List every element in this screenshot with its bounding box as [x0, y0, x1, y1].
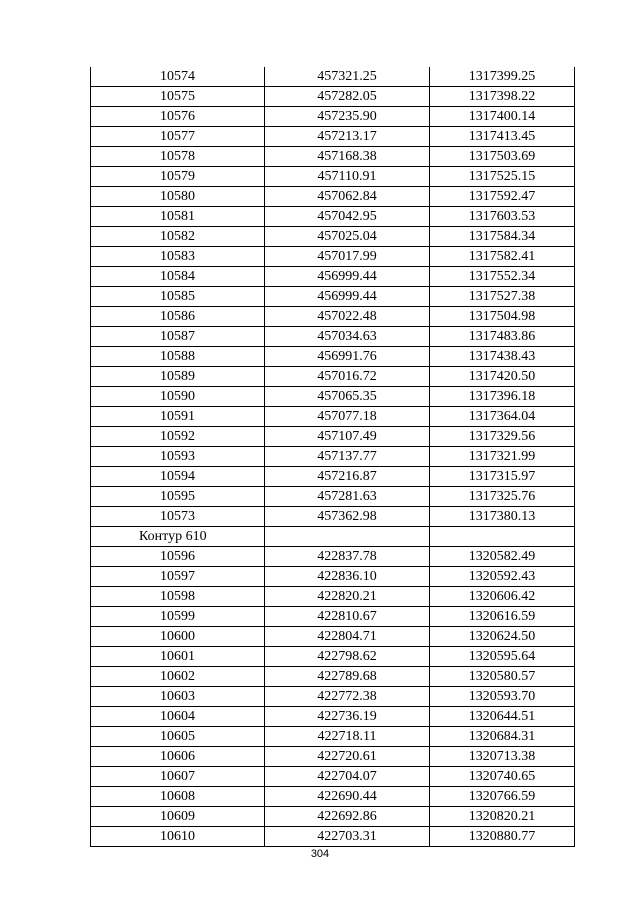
x-coordinate-cell: 457042.95 [265, 207, 430, 227]
coordinates-table-body [91, 67, 575, 847]
point-number-cell: 10591 [91, 407, 265, 427]
table-row [91, 347, 575, 367]
y-coordinate-cell: 1317525.15 [430, 167, 575, 187]
point-number-cell: 10610 [91, 827, 265, 847]
y-coordinate-cell: 1317399.25 [430, 67, 575, 87]
table-row [91, 687, 575, 707]
x-coordinate-cell: 422703.31 [265, 827, 430, 847]
point-number-cell: 10595 [91, 487, 265, 507]
point-number-cell: 10607 [91, 767, 265, 787]
empty-cell [430, 527, 575, 547]
x-coordinate-cell: 422798.62 [265, 647, 430, 667]
table-row [91, 727, 575, 747]
y-coordinate-cell: 1317582.41 [430, 247, 575, 267]
x-coordinate-cell: 457235.90 [265, 107, 430, 127]
x-coordinate-cell: 457025.04 [265, 227, 430, 247]
table-row [91, 607, 575, 627]
point-number-cell: 10574 [91, 67, 265, 87]
y-coordinate-cell: 1317400.14 [430, 107, 575, 127]
point-number-cell: 10605 [91, 727, 265, 747]
table-row [91, 207, 575, 227]
y-coordinate-cell: 1320624.50 [430, 627, 575, 647]
point-number-cell: 10598 [91, 587, 265, 607]
x-coordinate-cell: 457065.35 [265, 387, 430, 407]
table-row [91, 387, 575, 407]
x-coordinate-cell: 456999.44 [265, 287, 430, 307]
y-coordinate-cell: 1320616.59 [430, 607, 575, 627]
table-row [91, 767, 575, 787]
x-coordinate-cell: 457016.72 [265, 367, 430, 387]
x-coordinate-cell: 422837.78 [265, 547, 430, 567]
y-coordinate-cell: 1320766.59 [430, 787, 575, 807]
x-coordinate-cell: 457110.91 [265, 167, 430, 187]
table-row [91, 67, 575, 87]
table-row [91, 327, 575, 347]
point-number-cell: 10593 [91, 447, 265, 467]
x-coordinate-cell: 422690.44 [265, 787, 430, 807]
point-number-cell: 10594 [91, 467, 265, 487]
point-number-cell: 10596 [91, 547, 265, 567]
point-number-cell: 10604 [91, 707, 265, 727]
point-number-cell: 10587 [91, 327, 265, 347]
x-coordinate-cell: 422718.11 [265, 727, 430, 747]
point-number-cell: 10573 [91, 507, 265, 527]
y-coordinate-cell: 1320582.49 [430, 547, 575, 567]
x-coordinate-cell: 422736.19 [265, 707, 430, 727]
point-number-cell: 10579 [91, 167, 265, 187]
x-coordinate-cell: 457062.84 [265, 187, 430, 207]
point-number-cell: 10583 [91, 247, 265, 267]
point-number-cell: 10602 [91, 667, 265, 687]
point-number-cell: 10601 [91, 647, 265, 667]
y-coordinate-cell: 1317438.43 [430, 347, 575, 367]
y-coordinate-cell: 1317321.99 [430, 447, 575, 467]
point-number-cell: 10588 [91, 347, 265, 367]
coordinates-table-container [90, 67, 574, 847]
table-row [91, 587, 575, 607]
y-coordinate-cell: 1320880.77 [430, 827, 575, 847]
table-row [91, 547, 575, 567]
x-coordinate-cell: 422692.86 [265, 807, 430, 827]
y-coordinate-cell: 1317325.76 [430, 487, 575, 507]
y-coordinate-cell: 1320820.21 [430, 807, 575, 827]
y-coordinate-cell: 1317413.45 [430, 127, 575, 147]
x-coordinate-cell: 422704.07 [265, 767, 430, 787]
x-coordinate-cell: 422789.68 [265, 667, 430, 687]
x-coordinate-cell: 456999.44 [265, 267, 430, 287]
point-number-cell: 10582 [91, 227, 265, 247]
table-row [91, 427, 575, 447]
point-number-cell: 10578 [91, 147, 265, 167]
x-coordinate-cell: 457213.17 [265, 127, 430, 147]
y-coordinate-cell: 1317329.56 [430, 427, 575, 447]
point-number-cell: 10580 [91, 187, 265, 207]
table-row [91, 307, 575, 327]
table-row [91, 407, 575, 427]
table-row [91, 567, 575, 587]
coordinates-table [90, 67, 575, 847]
x-coordinate-cell: 422720.61 [265, 747, 430, 767]
x-coordinate-cell: 457034.63 [265, 327, 430, 347]
table-row [91, 147, 575, 167]
y-coordinate-cell: 1317603.53 [430, 207, 575, 227]
point-number-cell: 10584 [91, 267, 265, 287]
table-row [91, 167, 575, 187]
y-coordinate-cell: 1317420.50 [430, 367, 575, 387]
y-coordinate-cell: 1320740.65 [430, 767, 575, 787]
y-coordinate-cell: 1317527.38 [430, 287, 575, 307]
point-number-cell: 10609 [91, 807, 265, 827]
table-row [91, 487, 575, 507]
point-number-cell: 10592 [91, 427, 265, 447]
y-coordinate-cell: 1317483.86 [430, 327, 575, 347]
x-coordinate-cell: 457022.48 [265, 307, 430, 327]
x-coordinate-cell: 456991.76 [265, 347, 430, 367]
table-row [91, 187, 575, 207]
contour-label: Контур 610 [91, 527, 265, 547]
y-coordinate-cell: 1317503.69 [430, 147, 575, 167]
y-coordinate-cell: 1317552.34 [430, 267, 575, 287]
y-coordinate-cell: 1320580.57 [430, 667, 575, 687]
point-number-cell: 10606 [91, 747, 265, 767]
x-coordinate-cell: 457168.38 [265, 147, 430, 167]
x-coordinate-cell: 457077.18 [265, 407, 430, 427]
table-row [91, 787, 575, 807]
point-number-cell: 10597 [91, 567, 265, 587]
empty-cell [265, 527, 430, 547]
point-number-cell: 10603 [91, 687, 265, 707]
page-number: 304 [310, 848, 330, 860]
x-coordinate-cell: 422836.10 [265, 567, 430, 587]
table-row [91, 247, 575, 267]
x-coordinate-cell: 457281.63 [265, 487, 430, 507]
table-row [91, 467, 575, 487]
table-row [91, 447, 575, 467]
point-number-cell: 10586 [91, 307, 265, 327]
point-number-cell: 10576 [91, 107, 265, 127]
x-coordinate-cell: 457137.77 [265, 447, 430, 467]
table-row [91, 87, 575, 107]
y-coordinate-cell: 1317584.34 [430, 227, 575, 247]
y-coordinate-cell: 1317396.18 [430, 387, 575, 407]
table-row [91, 667, 575, 687]
point-number-cell: 10599 [91, 607, 265, 627]
table-row [91, 507, 575, 527]
point-number-cell: 10590 [91, 387, 265, 407]
y-coordinate-cell: 1320592.43 [430, 567, 575, 587]
x-coordinate-cell: 422810.67 [265, 607, 430, 627]
y-coordinate-cell: 1320595.64 [430, 647, 575, 667]
table-row [91, 747, 575, 767]
point-number-cell: 10577 [91, 127, 265, 147]
y-coordinate-cell: 1317380.13 [430, 507, 575, 527]
table-row [91, 707, 575, 727]
x-coordinate-cell: 457362.98 [265, 507, 430, 527]
x-coordinate-cell: 457282.05 [265, 87, 430, 107]
table-row [91, 287, 575, 307]
y-coordinate-cell: 1320606.42 [430, 587, 575, 607]
point-number-cell: 10581 [91, 207, 265, 227]
x-coordinate-cell: 457216.87 [265, 467, 430, 487]
table-row [91, 127, 575, 147]
table-row [91, 627, 575, 647]
table-row [91, 367, 575, 387]
point-number-cell: 10585 [91, 287, 265, 307]
x-coordinate-cell: 457107.49 [265, 427, 430, 447]
y-coordinate-cell: 1317504.98 [430, 307, 575, 327]
y-coordinate-cell: 1320713.38 [430, 747, 575, 767]
table-row [91, 647, 575, 667]
y-coordinate-cell: 1317592.47 [430, 187, 575, 207]
x-coordinate-cell: 457321.25 [265, 67, 430, 87]
y-coordinate-cell: 1317315.97 [430, 467, 575, 487]
point-number-cell: 10608 [91, 787, 265, 807]
table-row [91, 267, 575, 287]
x-coordinate-cell: 457017.99 [265, 247, 430, 267]
y-coordinate-cell: 1320593.70 [430, 687, 575, 707]
x-coordinate-cell: 422772.38 [265, 687, 430, 707]
y-coordinate-cell: 1317364.04 [430, 407, 575, 427]
table-row [91, 107, 575, 127]
contour-header-row [91, 527, 575, 547]
point-number-cell: 10575 [91, 87, 265, 107]
x-coordinate-cell: 422820.21 [265, 587, 430, 607]
table-row [91, 227, 575, 247]
point-number-cell: 10589 [91, 367, 265, 387]
table-row [91, 807, 575, 827]
y-coordinate-cell: 1320644.51 [430, 707, 575, 727]
y-coordinate-cell: 1320684.31 [430, 727, 575, 747]
x-coordinate-cell: 422804.71 [265, 627, 430, 647]
table-row [91, 827, 575, 847]
point-number-cell: 10600 [91, 627, 265, 647]
y-coordinate-cell: 1317398.22 [430, 87, 575, 107]
